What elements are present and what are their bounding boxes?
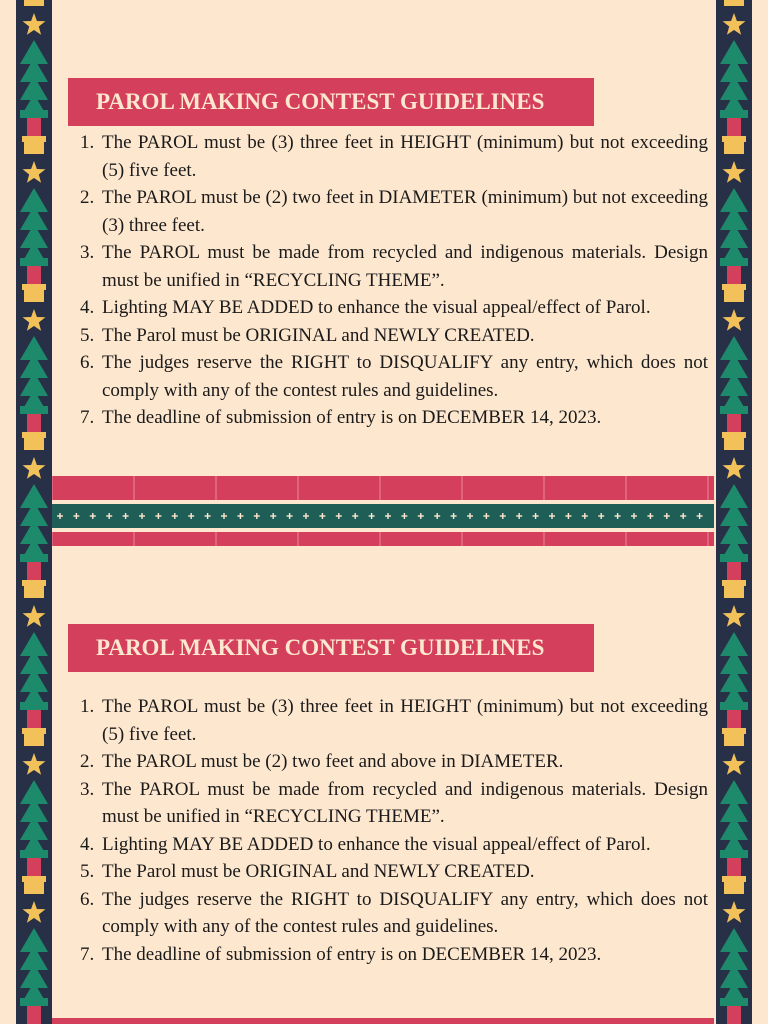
decorative-divider	[52, 472, 714, 546]
rule-item: The PAROL must be (3) three feet in HEIGHT (minimum) but not exceeding (5) five feet.	[102, 132, 708, 181]
rule-item: Lighting MAY BE ADDED to enhance the visual appeal/effect of Parol.	[102, 297, 651, 318]
bottom-strip	[52, 1018, 714, 1024]
rule-item: The deadline of submission of entry is on DECEMBER 14, 2023.	[102, 943, 602, 965]
right-border-decoration	[716, 0, 752, 1024]
cross-pattern-icon	[52, 472, 714, 546]
rule-item: The PAROL must be (3) three feet in HEIGHT (minimum) but not exceeding (5) five feet.	[102, 696, 708, 745]
rule-item: The PAROL must be (2) two feet in DIAMETER (minimum) but not exceeding (3) three feet.	[102, 187, 708, 236]
rule-item: Lighting MAY BE ADDED to enhance the visual appeal/effect of Parol.	[102, 833, 651, 855]
tree-pattern-icon	[716, 0, 752, 1024]
rule-item: The judges reserve the RIGHT to DISQUALIFY any entry, which does not comply with any of the contest rules and guidelines.	[102, 888, 708, 937]
rule-item: The PAROL must be made from recycled and indigenous materials. Design must be unified in “RECYCLING THEME”.	[102, 778, 708, 827]
left-border-decoration	[16, 0, 52, 1024]
rule-item: The Parol must be ORIGINAL and NEWLY CREATED.	[102, 861, 535, 882]
guidelines-section-1	[68, 0, 708, 472]
rule-item: The judges reserve the RIGHT to DISQUALIFY any entry, which does not comply with any of the contest rules and guidelines.	[102, 352, 708, 401]
section-title: PAROL MAKING CONTEST GUIDELINES	[68, 624, 594, 672]
rules-list	[68, 693, 708, 968]
rules-list	[68, 129, 708, 432]
tree-pattern-icon	[16, 0, 52, 1024]
rule-item: The Parol must be ORIGINAL and NEWLY CREATED.	[102, 324, 535, 346]
rule-item: The deadline of submission of entry is on DECEMBER 14, 2023.	[102, 407, 602, 428]
guidelines-section-2	[68, 546, 708, 1024]
rule-item: The PAROL must be made from recycled and indigenous materials. Design must be unified in “RECYCLING THEME”.	[102, 242, 708, 291]
section-title: PAROL MAKING CONTEST GUIDELINES	[68, 78, 594, 126]
rule-item: The PAROL must be (2) two feet and above in DIAMETER.	[102, 751, 564, 772]
